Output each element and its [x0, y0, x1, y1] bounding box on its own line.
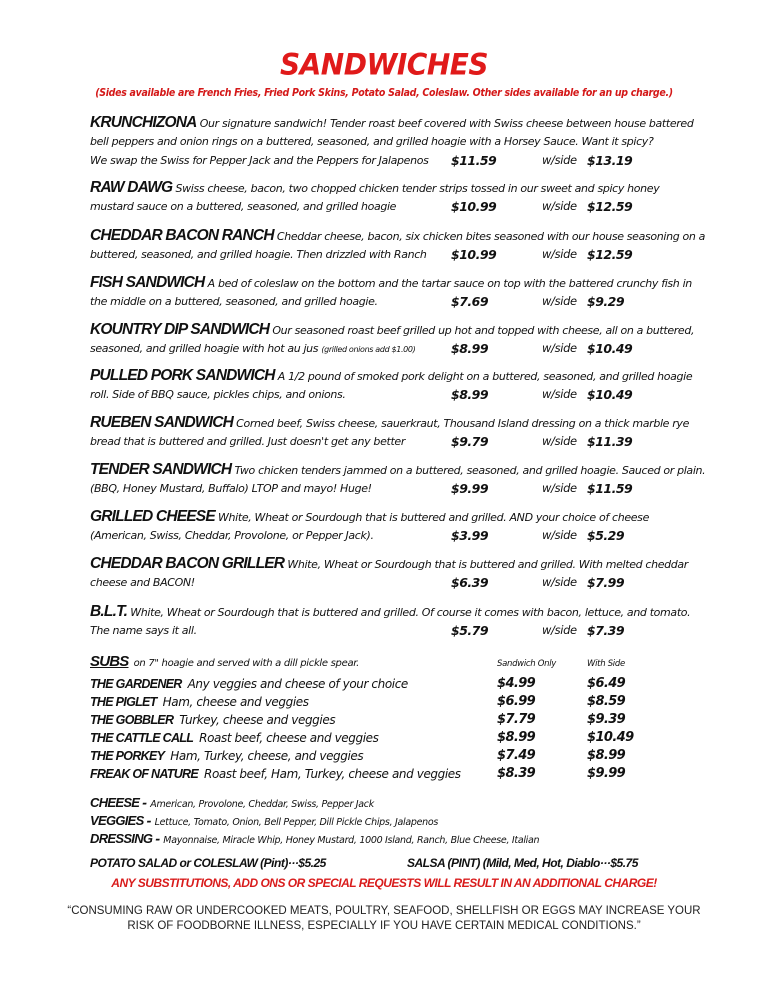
- option-label: CHEESE: [90, 795, 140, 810]
- item-price: $8.99: [451, 341, 489, 356]
- page-title: SANDWICHES: [279, 47, 489, 82]
- item-side-price: $10.49: [587, 387, 633, 402]
- sub-price: $7.79: [497, 712, 536, 727]
- with-side-label: w/side: [542, 247, 577, 261]
- sub-name: THE PORKEY: [90, 749, 165, 763]
- item-name: CHEDDAR BACON RANCH: [90, 227, 274, 244]
- item-price: $10.99: [451, 199, 497, 214]
- item-side-price: $11.59: [587, 481, 633, 496]
- sub-item-the-porkey: [90, 747, 680, 765]
- menu-item-rueben-sandwich: [90, 413, 689, 451]
- sub-name: FREAK OF NATURE: [90, 767, 199, 781]
- sub-name: THE PIGLET: [90, 695, 157, 709]
- item-description: bell peppers and onion rings on a buttered, seasoned, and grilled hoagie with a Horsey Sauce. Want it spicy?: [90, 135, 654, 148]
- item-description: Our signature sandwich! Tender roast beef covered with Swiss cheese between house battered: [199, 117, 694, 130]
- item-name: RAW DAWG: [90, 179, 173, 196]
- menu-item-tender-sandwich: [90, 460, 706, 498]
- menu-item-grilled-cheese: [90, 507, 680, 545]
- disclaimer-line: “CONSUMING RAW OR UNDERCOOKED MEATS, POULTRY, SEAFOOD, SHELLFISH OR EGGS MAY INCREASE YOUR: [67, 905, 701, 917]
- sub-name: THE GARDENER: [90, 677, 182, 691]
- item-description: White, Wheat or Sourdough that is buttered and grilled. Of course it comes with bacon, lettuce, and tomato.: [130, 606, 691, 619]
- sub-price: $6.99: [497, 694, 536, 709]
- sub-side-price: $8.59: [587, 694, 626, 709]
- sub-price: $8.39: [497, 766, 536, 781]
- item-description: buttered, seasoned, and grilled hoagie. Then drizzled with Ranch: [90, 248, 427, 261]
- with-side-label: w/side: [542, 575, 577, 589]
- item-side-price: $12.59: [587, 247, 633, 262]
- item-name: RUEBEN SANDWICH: [90, 414, 234, 431]
- option-separator: -: [155, 832, 161, 846]
- sub-price: $7.49: [497, 748, 536, 763]
- item-price: $9.99: [451, 481, 489, 496]
- item-description: Cheddar cheese, bacon, six chicken bites seasoned with our house seasoning on a: [276, 230, 706, 243]
- item-description: White, Wheat or Sourdough that is buttered and grilled. With melted cheddar: [287, 558, 688, 571]
- item-price: $8.99: [451, 387, 489, 402]
- option-row-veggies: [90, 811, 690, 829]
- sub-item-freak-of-nature: [90, 765, 680, 783]
- item-price: $3.99: [451, 528, 489, 543]
- item-side-price: $9.29: [587, 294, 625, 309]
- sub-price: $8.99: [497, 730, 536, 745]
- item-price: $11.59: [451, 153, 497, 168]
- item-description: roll. Side of BBQ sauce, pickles chips, and onions.: [90, 388, 346, 401]
- item-name: PULLED PORK SANDWICH: [90, 367, 275, 384]
- menu-item-fish-sandwich: [90, 273, 692, 311]
- menu-item-pulled-pork-sandwich: [90, 366, 693, 404]
- with-side-label: w/side: [542, 199, 577, 213]
- menu-item-raw-dawg: [90, 178, 680, 216]
- item-description: We swap the Swiss for Pepper Jack and the Peppers for Jalapenos: [90, 154, 429, 167]
- item-price: $10.99: [451, 247, 497, 262]
- item-side-price: $7.39: [587, 623, 625, 638]
- sub-name: THE CATTLE CALL: [90, 731, 194, 745]
- sub-side-price: $8.99: [587, 748, 626, 763]
- option-label: VEGGIES: [90, 813, 144, 828]
- sub-side-price: $9.39: [587, 712, 626, 727]
- item-description: bread that is buttered and grilled. Just doesn't get any better: [90, 435, 406, 448]
- sub-description: Roast beef, cheese and veggies: [199, 731, 379, 745]
- item-side-price: $13.19: [587, 153, 633, 168]
- option-row-dressing: [90, 829, 690, 847]
- sub-item-the-gobbler: [90, 711, 680, 729]
- item-description: (American, Swiss, Cheddar, Provolone, or Pepper Jack).: [90, 529, 374, 542]
- item-description: White, Wheat or Sourdough that is buttered and grilled. AND your choice of cheese: [218, 511, 649, 524]
- sub-item-the-piglet: [90, 693, 680, 711]
- item-description: seasoned, and grilled hoagie with hot au jus: [90, 342, 319, 355]
- with-side-label: w/side: [542, 294, 577, 308]
- food-safety-disclaimer: [0, 904, 768, 934]
- with-side-label: w/side: [542, 623, 577, 637]
- item-description: the middle on a buttered, seasoned, and grilled hoagie.: [90, 295, 378, 308]
- item-description: Our seasoned roast beef grilled up hot and topped with cheese, all on a buttered,: [272, 324, 695, 337]
- sub-price: $4.99: [497, 676, 536, 691]
- with-side-label: w/side: [542, 341, 577, 355]
- substitutions-warning: ANY SUBSTITUTIONS, ADD ONS OR SPECIAL REQUESTS WILL RESULT IN AN ADDITIONAL CHARGE!: [111, 876, 657, 890]
- menu-item-cheddar-bacon-griller: [90, 554, 688, 592]
- subs-section-header: [90, 652, 680, 670]
- sub-description: Ham, cheese and veggies: [162, 695, 309, 709]
- item-description: Corned beef, Swiss cheese, sauerkraut, Thousand Island dressing on a thick marble rye: [236, 417, 689, 430]
- option-values: Lettuce, Tomato, Onion, Bell Pepper, Dill Pickle Chips, Jalapenos: [154, 817, 439, 828]
- item-side-price: $12.59: [587, 199, 633, 214]
- item-side-price: $11.39: [587, 434, 633, 449]
- subs-description: on 7" hoagie and served with a dill pickle spear.: [133, 658, 360, 669]
- with-side-label: w/side: [542, 528, 577, 542]
- sub-description: Any veggies and cheese of your choice: [187, 677, 408, 691]
- item-price: $5.79: [451, 623, 489, 638]
- with-side-label: w/side: [542, 153, 577, 167]
- item-description: The name says it all.: [90, 624, 197, 637]
- item-description: A 1/2 pound of smoked pork delight on a buttered, seasoned, and grilled hoagie: [277, 370, 693, 383]
- option-label: DRESSING: [90, 831, 153, 846]
- potato-coleslaw-pint: POTATO SALAD or COLESLAW (Pint)···$5.25: [90, 856, 326, 870]
- item-price: $9.79: [451, 434, 489, 449]
- item-description: cheese and BACON!: [90, 576, 195, 589]
- with-side-label: w/side: [542, 481, 577, 495]
- column-header-sandwich-only: Sandwich Only: [497, 659, 557, 669]
- option-values: Mayonnaise, Miracle Whip, Honey Mustard, 1000 Island, Ranch, Blue Cheese, Italian: [163, 835, 540, 846]
- sub-item-the-gardener: [90, 675, 680, 693]
- with-side-label: w/side: [542, 434, 577, 448]
- sub-description: Roast beef, Ham, Turkey, cheese and veggies: [204, 767, 461, 781]
- item-description: (BBQ, Honey Mustard, Buffalo) LTOP and mayo! Huge!: [90, 482, 372, 495]
- option-values: American, Provolone, Cheddar, Swiss, Pepper Jack: [150, 799, 374, 810]
- item-description: A bed of coleslaw on the bottom and the tartar sauce on top with the battered crunchy fish in: [207, 277, 692, 290]
- sub-side-price: $9.99: [587, 766, 626, 781]
- sub-name: THE GOBBLER: [90, 713, 174, 727]
- item-description: Swiss cheese, bacon, two chopped chicken tender strips tossed in our sweet and spicy honey: [175, 182, 660, 195]
- item-description: Two chicken tenders jammed on a buttered, seasoned, and grilled hoagie. Sauced or plain.: [234, 464, 706, 477]
- item-side-price: $5.29: [587, 528, 625, 543]
- sub-side-price: $6.49: [587, 676, 626, 691]
- sub-description: Turkey, cheese and veggies: [179, 713, 336, 727]
- menu-item-cheddar-bacon-ranch: [90, 226, 706, 264]
- sides-note: (Sides available are French Fries, Fried Pork Skins, Potato Salad, Coleslaw. Other sides available for an up charge.): [95, 87, 673, 99]
- option-row-cheese: [90, 793, 690, 811]
- item-name: CHEDDAR BACON GRILLER: [90, 555, 285, 572]
- item-price: $6.39: [451, 575, 489, 590]
- option-separator: -: [146, 814, 152, 828]
- menu-item-krunchizona: [90, 113, 694, 170]
- subs-title: SUBS: [90, 653, 129, 670]
- item-price: $7.69: [451, 294, 489, 309]
- item-name: KOUNTRY DIP SANDWICH: [90, 321, 270, 338]
- item-description: mustard sauce on a buttered, seasoned, and grilled hoagie: [90, 200, 397, 213]
- menu-item-kountry-dip-sandwich: [90, 320, 695, 358]
- sub-side-price: $10.49: [587, 730, 634, 745]
- salsa-pint: SALSA (PINT) (Mild, Med, Hot, Diablo···$5.75: [407, 856, 638, 870]
- item-note: (grilled onions add $1.00): [321, 345, 416, 354]
- item-name: B.L.T.: [90, 603, 128, 620]
- extras-row: [90, 854, 690, 872]
- sub-description: Ham, Turkey, cheese, and veggies: [170, 749, 364, 763]
- menu-item-blt: [90, 602, 691, 640]
- item-side-price: $10.49: [587, 341, 633, 356]
- item-side-price: $7.99: [587, 575, 625, 590]
- column-header-with-side: With Side: [587, 659, 625, 669]
- with-side-label: w/side: [542, 387, 577, 401]
- sub-item-the-cattle-call: [90, 729, 680, 747]
- disclaimer-line: RISK OF FOODBORNE ILLNESS, ESPECIALLY IF YOU HAVE CERTAIN MEDICAL CONDITIONS.”: [127, 920, 641, 932]
- item-name: KRUNCHIZONA: [90, 114, 197, 131]
- option-separator: -: [142, 796, 148, 810]
- item-name: GRILLED CHEESE: [90, 508, 215, 525]
- item-name: TENDER SANDWICH: [90, 461, 232, 478]
- item-name: FISH SANDWICH: [90, 274, 205, 291]
